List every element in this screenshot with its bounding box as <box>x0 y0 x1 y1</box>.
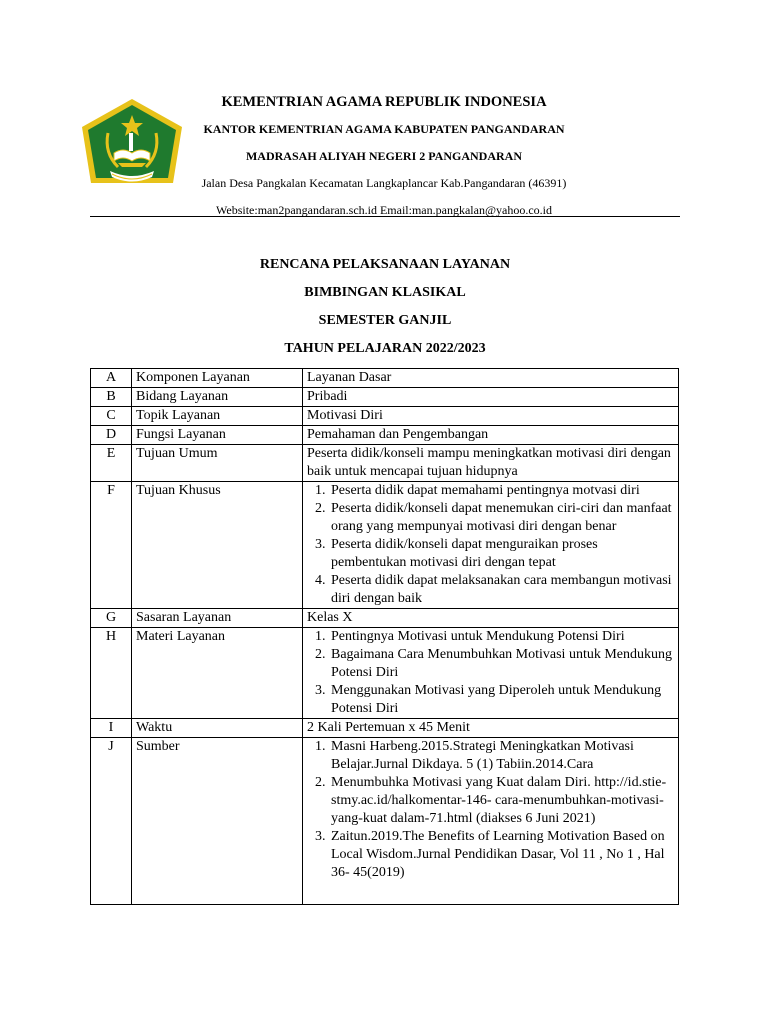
row-value <box>303 628 679 719</box>
row-value <box>303 738 679 905</box>
row-label: Topik Layanan <box>132 407 303 426</box>
row-value: Motivasi Diri <box>303 407 679 426</box>
row-value: Peserta didik/konseli mampu meningkatkan motivasi diri dengan baik untuk mencapai tujuan hidupnya <box>303 445 679 482</box>
list-item: 4. Peserta didik dapat melaksanakan cara membangun motivasi diri dengan baik <box>329 572 674 608</box>
row-value: Pemahaman dan Pengembangan <box>303 426 679 445</box>
school-contact: Website:man2pangandaran.sch.id Email:man.pangkalan@yahoo.co.id <box>216 203 552 217</box>
school-name: MADRASAH ALIYAH NEGERI 2 PANGANDARAN <box>245 149 523 163</box>
title-line: SEMESTER GANJIL <box>318 313 452 328</box>
row-code: F <box>91 482 132 609</box>
row-code: H <box>91 628 132 719</box>
table-row <box>91 719 679 738</box>
service-plan-table <box>90 368 679 905</box>
row-code: G <box>91 609 132 628</box>
title-line: BIMBINGAN KLASIKAL <box>304 285 466 300</box>
school-address: Jalan Desa Pangkalan Kecamatan Langkaplancar Kab.Pangandaran (46391) <box>201 176 567 190</box>
objective-list <box>307 482 674 608</box>
row-label: Bidang Layanan <box>132 388 303 407</box>
list-item: 3. Zaitun.2019.The Benefits of Learning Motivation Based on Local Wisdom.Jurnal Pendidikan Dasar, Vol 11 , No 1 , Hal 36- 45(2019) <box>329 828 674 882</box>
row-label: Komponen Layanan <box>132 369 303 388</box>
row-label: Sasaran Layanan <box>132 609 303 628</box>
document-titles <box>90 251 680 363</box>
letterhead-divider <box>90 216 680 217</box>
row-code: J <box>91 738 132 905</box>
table-row <box>91 738 679 905</box>
list-item: 2. Peserta didik/konseli dapat menemukan ciri-ciri dan manfaat orang yang mempunyai motivasi diri dengan benar <box>329 500 674 536</box>
row-value <box>303 482 679 609</box>
table-row <box>91 407 679 426</box>
row-code: E <box>91 445 132 482</box>
list-item: 2. Menumbuhka Motivasi yang Kuat dalam Diri. http://id.stie-stmy.ac.id/halkomentar-146- cara-menumbuhkan-motivasi-yang-kuat dalam-71.html (diakses 6 Juni 2021) <box>329 774 674 828</box>
list-item: 1. Pentingnya Motivasi untuk Mendukung Potensi Diri <box>329 628 674 646</box>
row-label: Fungsi Layanan <box>132 426 303 445</box>
list-item: 1. Masni Harbeng.2015.Strategi Meningkatkan Motivasi Belajar.Jurnal Dikdaya. 5 (1) Tabiin.2014.Cara <box>329 738 674 774</box>
row-label: Materi Layanan <box>132 628 303 719</box>
row-value: Layanan Dasar <box>303 369 679 388</box>
row-label: Sumber <box>132 738 303 905</box>
table-row <box>91 445 679 482</box>
row-code: I <box>91 719 132 738</box>
list-item: 1. Peserta didik dapat memahami pentingnya motvasi diri <box>329 482 674 500</box>
row-value: Pribadi <box>303 388 679 407</box>
list-item: 3. Peserta didik/konseli dapat menguraikan proses pembentukan motivasi diri dengan tepat <box>329 536 674 572</box>
table-row <box>91 609 679 628</box>
row-value: 2 Kali Pertemuan x 45 Menit <box>303 719 679 738</box>
ministry-name: KEMENTRIAN AGAMA REPUBLIK INDONESIA <box>221 94 547 110</box>
table-row <box>91 426 679 445</box>
letterhead <box>190 88 578 224</box>
kemenag-logo-icon <box>78 97 186 197</box>
row-label: Tujuan Khusus <box>132 482 303 609</box>
table-row <box>91 388 679 407</box>
row-code: A <box>91 369 132 388</box>
row-value: Kelas X <box>303 609 679 628</box>
list-item: 3. Menggunakan Motivasi yang Diperoleh untuk Mendukung Potensi Diri <box>329 682 674 718</box>
source-list <box>307 738 674 882</box>
row-code: C <box>91 407 132 426</box>
table-row <box>91 369 679 388</box>
row-label: Tujuan Umum <box>132 445 303 482</box>
row-code: D <box>91 426 132 445</box>
table-row <box>91 628 679 719</box>
title-line: TAHUN PELAJARAN 2022/2023 <box>284 341 486 356</box>
row-label: Waktu <box>132 719 303 738</box>
table-row <box>91 482 679 609</box>
title-line: RENCANA PELAKSANAAN LAYANAN <box>259 257 511 272</box>
list-item: 2. Bagaimana Cara Menumbuhkan Motivasi untuk Mendukung Potensi Diri <box>329 646 674 682</box>
row-code: B <box>91 388 132 407</box>
material-list <box>307 628 674 718</box>
office-name: KANTOR KEMENTRIAN AGAMA KABUPATEN PANGANDARAN <box>203 122 565 136</box>
